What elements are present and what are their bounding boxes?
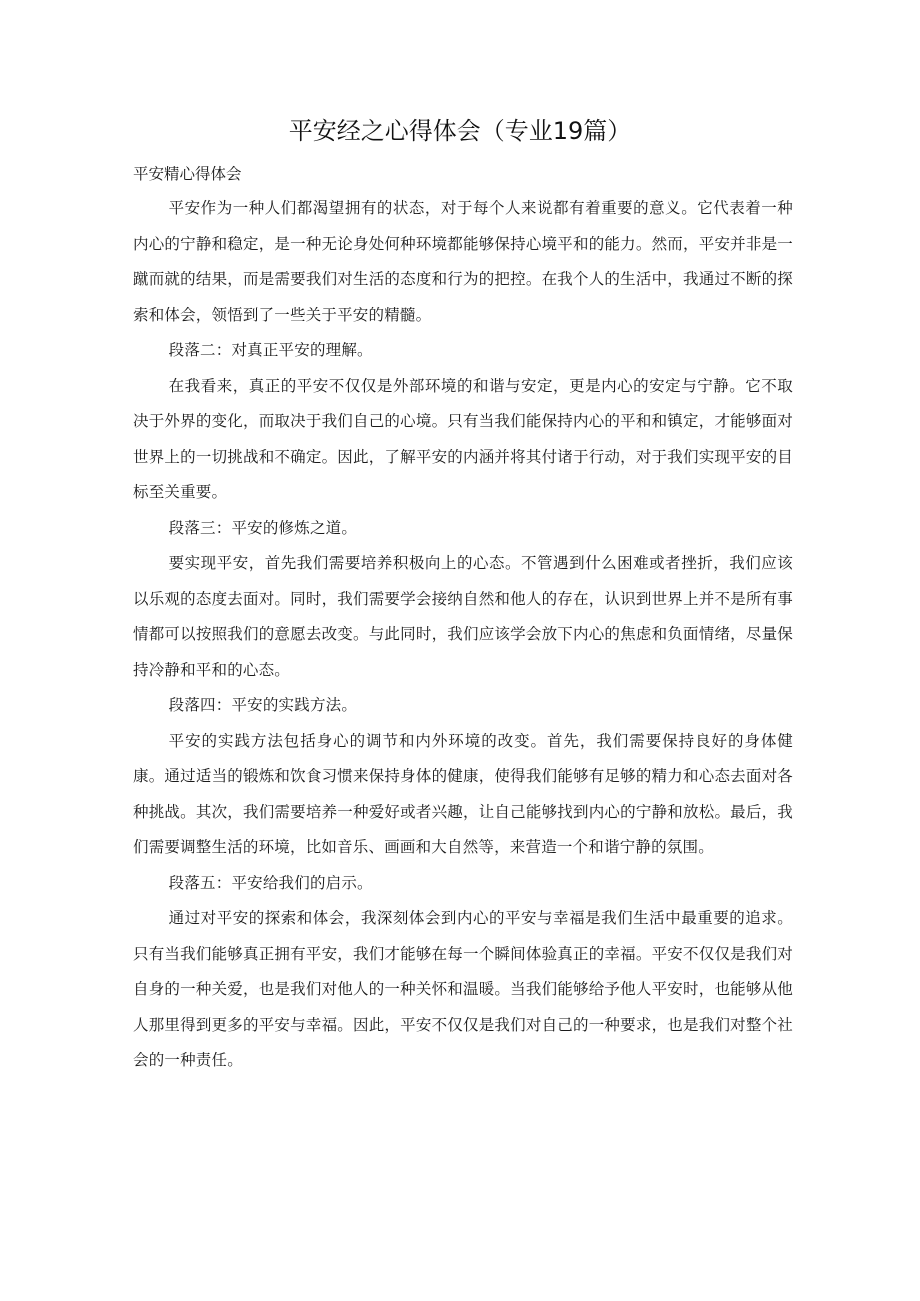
document-body bbox=[133, 157, 793, 1079]
document-subtitle: 平安精心得体会 bbox=[133, 165, 242, 183]
paragraph-3: 要实现平安，首先我们需要培养积极向上的心态。不管遇到什么困难或者挫折，我们应该以乐观的态度去面对。同时，我们需要学会接纳自然和他人的存在，认识到世界上并不是所有事情都可以按照我们的意愿去改变。与此同时，我们应该学会放下内心的焦虑和负面情绪，尽量保持冷静和平和的心态。 bbox=[133, 554, 793, 679]
paragraph-4: 平安的实践方法包括身心的调节和内外环境的改变。首先，我们需要保持良好的身体健康。通过适当的锻炼和饮食习惯来保持身体的健康，使得我们能够有足够的精力和心态去面对各种挑战。其次，我们需要培养一种爱好或者兴趣，让自己能够找到内心的宁静和放松。最后，我们需要调整生活的环境，比如音乐、画画和大自然等，来营造一个和谐宁静的氛围。 bbox=[133, 731, 793, 856]
section-heading-5: 段落五：平安给我们的启示。 bbox=[168, 873, 373, 892]
paragraph-2: 在我看来，真正的平安不仅仅是外部环境的和谐与安定，更是内心的安定与宁静。它不取决于外界的变化，而取决于我们自己的心境。只有当我们能保持内心的平和和镇定，才能够面对世界上的一切挑战和不确定。因此，了解平安的内涵并将其付诸于行动，对于我们实现平安的目标至关重要。 bbox=[133, 376, 793, 501]
document-title: 平安经之心得体会（专业19篇） bbox=[288, 117, 632, 145]
paragraph-intro: 平安作为一种人们都渴望拥有的状态，对于每个人来说都有着重要的意义。它代表着一种内心的宁静和稳定，是一种无论身处何种环境都能够保持心境平和的能力。然而，平安并非是一蹴而就的结果，而是需要我们对生活的态度和行为的把控。在我个人的生活中，我通过不断的探索和体会，领悟到了一些关于平安的精髓。 bbox=[133, 199, 793, 324]
section-heading-3: 段落三：平安的修炼之道。 bbox=[168, 518, 358, 537]
paragraph-5: 通过对平安的探索和体会，我深刻体会到内心的平安与幸福是我们生活中最重要的追求。只有当我们能够真正拥有平安，我们才能够在每一个瞬间体验真正的幸福。平安不仅仅是我们对自身的一种关爱，也是我们对他人的一种关怀和温暖。当我们能够给予他人平安时，也能够从他人那里得到更多的平安与幸福。因此，平安不仅仅是我们对自己的一种要求，也是我们对整个社会的一种责任。 bbox=[133, 909, 793, 1069]
section-heading-4: 段落四：平安的实践方法。 bbox=[168, 696, 358, 714]
section-heading-2: 段落二：对真正平安的理解。 bbox=[168, 341, 373, 359]
